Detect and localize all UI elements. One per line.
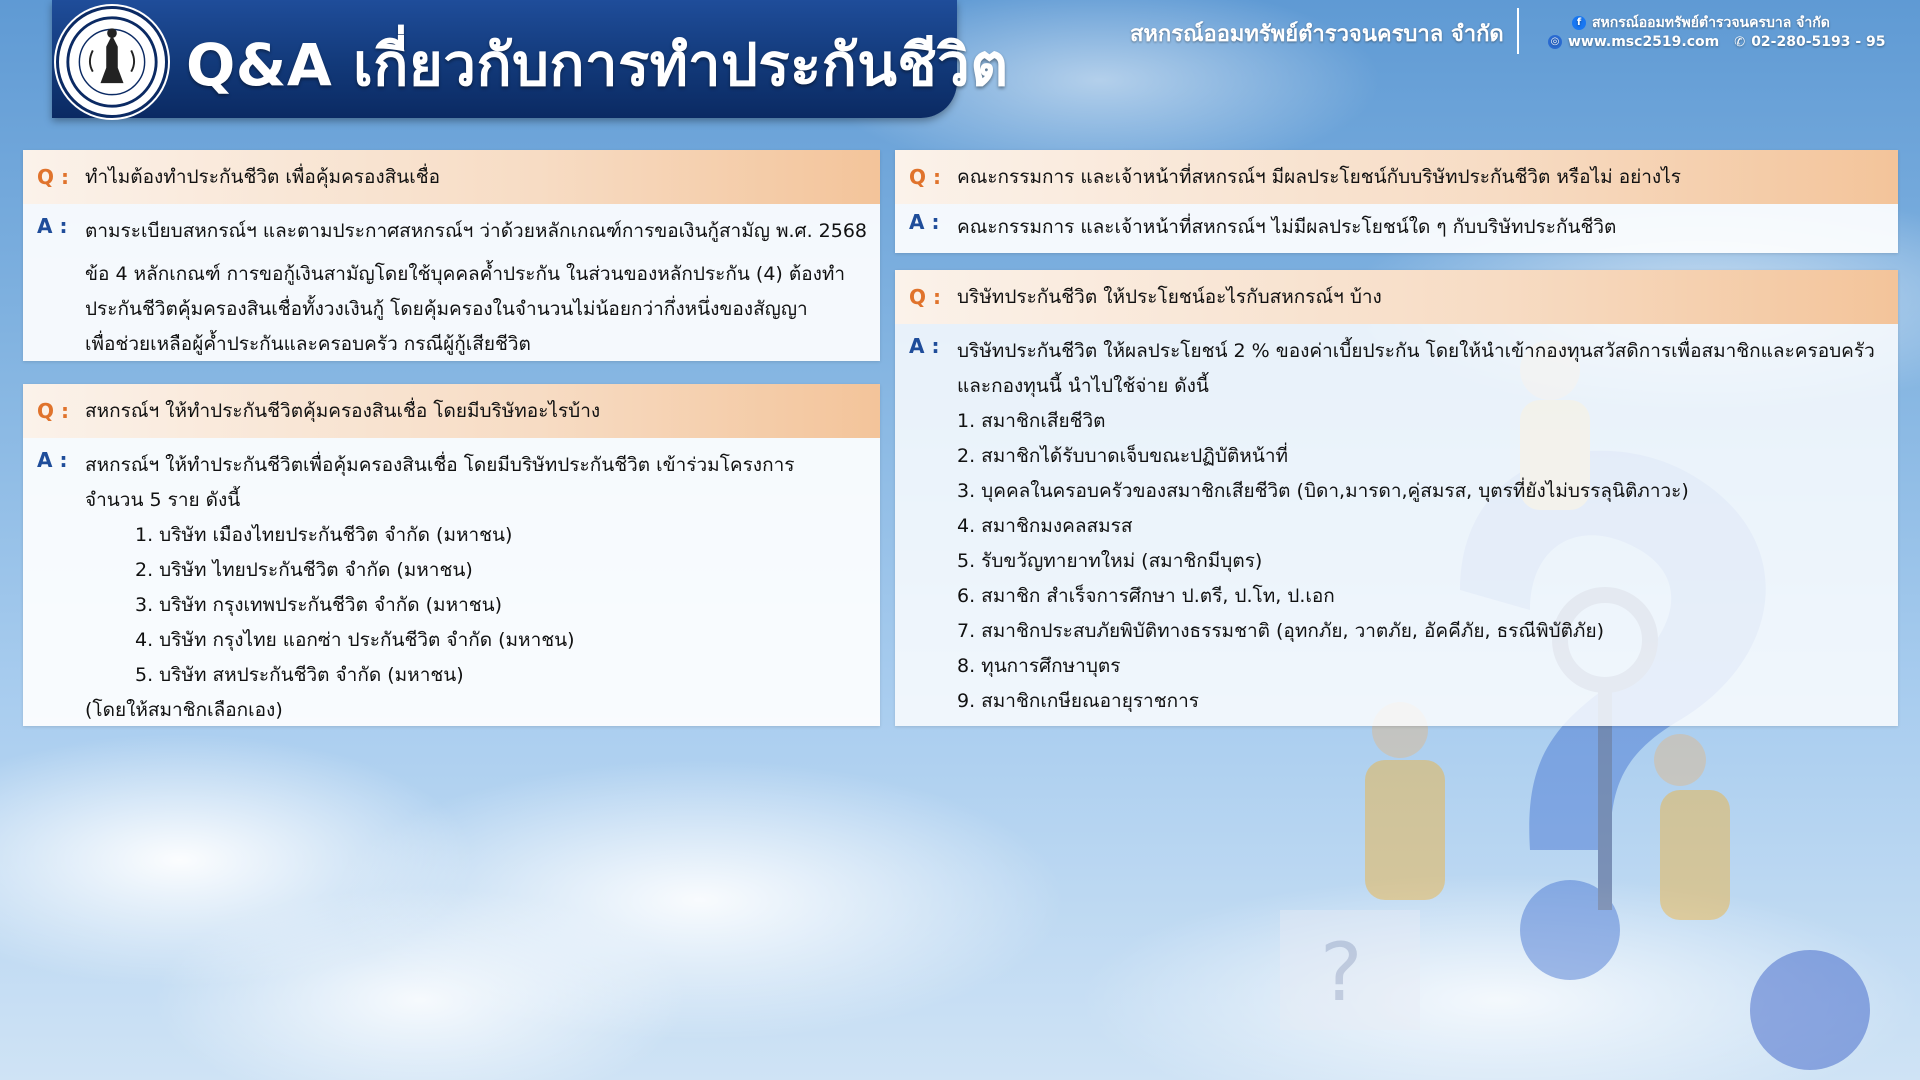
fund-item: 6. สมาชิก สำเร็จการศึกษา ป.ตรี, ป.โท, ป.เอก — [957, 585, 1335, 607]
q-label: Q : — [909, 165, 941, 189]
question-text: ทำไมต้องทำประกันชีวิต เพื่อคุ้มครองสินเชื่อ — [85, 166, 441, 188]
a-label: A : — [909, 210, 940, 234]
company-item: 2. บริษัท ไทยประกันชีวิต จำกัด (มหาชน) — [135, 559, 473, 581]
answer-line: จำนวน 5 ราย ดังนี้ — [85, 489, 241, 511]
question-row — [895, 270, 1898, 324]
header-divider — [1517, 8, 1519, 54]
fund-item: 1. สมาชิกเสียชีวิต — [957, 410, 1106, 432]
qa-panel-1 — [23, 150, 880, 361]
qa-panel-2 — [23, 384, 880, 726]
fund-item: 7. สมาชิกประสบภัยพิบัติทางธรรมชาติ (อุทกภัย, วาตภัย, อัคคีภัย, ธรณีพิบัติภัย) — [957, 620, 1605, 642]
answer-row — [23, 438, 880, 728]
q-label: Q : — [909, 285, 941, 309]
answer-text: คณะกรรมการ และเจ้าหน้าที่สหกรณ์ฯ ไม่มีผลประโยชน์ใด ๆ กับบริษัทประกันชีวิต — [957, 216, 1617, 238]
facebook-name: สหกรณ์ออมทรัพย์ตำรวจนครบาล จำกัด — [1592, 15, 1830, 31]
svg-text:?: ? — [1320, 926, 1363, 1019]
fund-item: 8. ทุนการศึกษาบุตร — [957, 655, 1121, 677]
a-label: A : — [37, 448, 68, 472]
facebook-icon: f — [1572, 16, 1586, 30]
question-row — [23, 384, 880, 438]
qa-panel-4 — [895, 270, 1898, 726]
company-item: 3. บริษัท กรุงเทพประกันชีวิต จำกัด (มหาชน) — [135, 594, 503, 616]
a-label: A : — [909, 334, 940, 358]
question-text: สหกรณ์ฯ ให้ทำประกันชีวิตคุ้มครองสินเชื่อ โดยมีบริษัทอะไรบ้าง — [85, 400, 601, 422]
q-label: Q : — [37, 165, 69, 189]
answer-line: บริษัทประกันชีวิต ให้ผลประโยชน์ 2 % ของค่าเบี้ยประกัน โดยให้นำเข้ากองทุนสวัสดิการเพื่อสมาชิกและครอบครัว — [957, 340, 1875, 362]
phone-number: 02-280-5193 - 95 — [1751, 34, 1886, 50]
answer-line: สหกรณ์ฯ ให้ทำประกันชีวิตเพื่อคุ้มครองสินเชื่อ โดยมีบริษัทประกันชีวิต เข้าร่วมโครงการ — [85, 454, 795, 476]
answer-row — [895, 204, 1898, 245]
fund-item: 3. บุคคลในครอบครัวของสมาชิกเสียชีวิต (บิดา,มารดา,คู่สมรส, บุตรที่ยังไม่บรรลุนิติภาวะ) — [957, 480, 1689, 502]
answer-note: (โดยให้สมาชิกเลือกเอง) — [85, 699, 283, 721]
globe-icon: ◎ — [1548, 35, 1562, 49]
company-item: 1. บริษัท เมืองไทยประกันชีวิต จำกัด (มหาชน) — [135, 524, 513, 546]
answer-row — [895, 324, 1898, 719]
answer-text — [957, 334, 1875, 719]
answer-row — [23, 204, 880, 362]
fund-item: 5. รับขวัญทายาทใหม่ (สมาชิกมีบุตร) — [957, 550, 1263, 572]
police-emblem-icon — [64, 14, 160, 110]
question-text: คณะกรรมการ และเจ้าหน้าที่สหกรณ์ฯ มีผลประโยชน์กับบริษัทประกันชีวิต หรือไม่ อย่างไร — [957, 166, 1681, 188]
answer-line: ข้อ 4 หลักเกณฑ์ การขอกู้เงินสามัญโดยใช้บุคคลค้ำประกัน ในส่วนของหลักประกัน (4) ต้องทำ — [85, 263, 846, 285]
q-label: Q : — [37, 399, 69, 423]
answer-line: ตามระเบียบสหกรณ์ฯ และตามประกาศสหกรณ์ฯ ว่าด้วยหลักเกณฑ์การขอเงินกู้สามัญ พ.ศ. 2568 — [85, 220, 868, 242]
answer-text — [85, 214, 867, 362]
website-phone-contact — [1548, 34, 1886, 50]
company-item: 4. บริษัท กรุงไทย แอกซ่า ประกันชีวิต จำกัด (มหาชน) — [135, 629, 575, 651]
question-text: บริษัทประกันชีวิต ให้ประโยชน์อะไรกับสหกรณ์ฯ บ้าง — [957, 286, 1382, 308]
fund-item: 2. สมาชิกได้รับบาดเจ็บขณะปฏิบัติหน้าที่ — [957, 445, 1289, 467]
cooperative-logo — [56, 6, 168, 118]
page-title: Q&A เกี่ยวกับการทำประกันชีวิต — [186, 31, 1009, 99]
answer-text — [85, 448, 794, 728]
phone-icon: ✆ — [1725, 34, 1746, 50]
facebook-contact[interactable] — [1572, 12, 1830, 34]
website-link[interactable]: www.msc2519.com — [1568, 34, 1720, 50]
fund-item: 4. สมาชิกมงคลสมรส — [957, 515, 1133, 537]
organization-name: สหกรณ์ออมทรัพย์ตำรวจนครบาล จำกัด — [1130, 22, 1504, 47]
fund-item: 9. สมาชิกเกษียณอายุราชการ — [957, 690, 1199, 712]
answer-line: ประกันชีวิตคุ้มครองสินเชื่อทั้งวงเงินกู้ โดยคุ้มครองในจำนวนไม่น้อยกว่ากึ่งหนึ่งของสัญญา — [85, 298, 808, 320]
company-item: 5. บริษัท สหประกันชีวิต จำกัด (มหาชน) — [135, 664, 464, 686]
question-row — [895, 150, 1898, 204]
qa-panel-3 — [895, 150, 1898, 253]
question-row — [23, 150, 880, 204]
answer-line: และกองทุนนี้ นำไปใช้จ่าย ดังนี้ — [957, 375, 1209, 397]
a-label: A : — [37, 214, 68, 238]
answer-line: เพื่อช่วยเหลือผู้ค้ำประกันและครอบครัว กรณีผู้กู้เสียชีวิต — [85, 333, 531, 355]
